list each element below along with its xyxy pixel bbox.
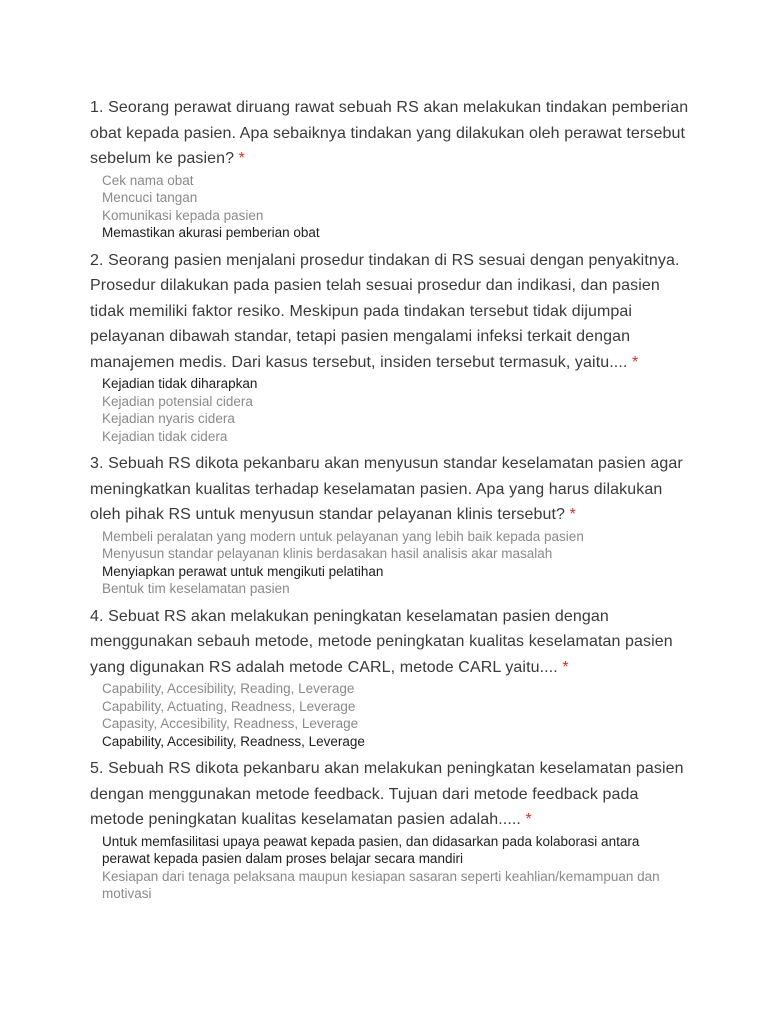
- required-asterisk: *: [238, 150, 245, 167]
- answer-option[interactable]: Mencuci tangan: [102, 190, 198, 205]
- answer-option[interactable]: Bentuk tim keselamatan pasien: [102, 581, 290, 596]
- answer-option[interactable]: Membeli peralatan yang modern untuk pelayanan yang lebih baik kepada pasien: [102, 528, 584, 544]
- answer-option-selected[interactable]: Capability, Accesibility, Readness, Leverage: [102, 733, 365, 749]
- question-1: [90, 95, 690, 242]
- question-text: 1. Seorang perawat diruang rawat sebuah RS akan melakukan tindakan pemberian obat kepada pasien. Apa sebaiknya tindakan yang dilakukan oleh perawat tersebut sebelum ke pasien?: [90, 99, 689, 167]
- required-asterisk: *: [569, 506, 576, 523]
- answer-options: [102, 375, 690, 445]
- question-text: 4. Sebuat RS akan melakukan peningkatan keselamatan pasien dengan menggunakan sebauh metode, metode peningkatan kualitas keselamatan pasien yang digunakan RS adalah metode CARL, metode CARL yaitu....: [90, 607, 673, 676]
- answer-options: [102, 680, 690, 750]
- answer-options: [102, 528, 690, 598]
- required-asterisk: *: [525, 811, 532, 828]
- question-3: [90, 451, 690, 598]
- answer-options: [102, 172, 690, 242]
- answer-options: [102, 833, 690, 903]
- answer-option[interactable]: Kesiapan dari tenaga pelaksana maupun kesiapan sasaran seperti keahlian/kemampuan dan motivasi: [102, 868, 660, 901]
- question-2: [90, 248, 690, 446]
- answer-option[interactable]: Capasity, Accesibility, Readness, Leverage: [102, 716, 359, 731]
- answer-option-selected[interactable]: Menyiapkan perawat untuk mengikuti pelatihan: [102, 563, 384, 579]
- answer-option[interactable]: Kejadian potensial cidera: [102, 393, 253, 409]
- question-text: 5. Sebuah RS dikota pekanbaru akan melakukan peningkatan keselamatan pasien dengan menggunakan metode feedback. Tujuan dari metode feedback pada metode peningkatan kualitas keselamatan pasien adalah.....: [90, 760, 684, 828]
- answer-option[interactable]: Kejadian nyaris cidera: [102, 411, 235, 426]
- answer-option[interactable]: Menyusun standar pelayanan klinis berdasakan hasil analisis akar masalah: [102, 546, 553, 561]
- quiz-document: [90, 95, 690, 909]
- answer-option[interactable]: Kejadian tidak cidera: [102, 428, 228, 444]
- question-5: [90, 756, 690, 903]
- question-text: 2. Seorang pasien menjalani prosedur tindakan di RS sesuai dengan penyakitnya. Prosedur dilakukan pada pasien telah sesuai prosedur dan indikasi, dan pasien tidak memiliki faktor resiko. Meskipun pada tindakan tersebut tidak dijumpai pelayanan dibawah standar, tetapi pasien mengalami infeksi terkait dengan manajemen medis. Dari kasus tersebut, insiden tersebut termasuk, yaitu....: [90, 251, 680, 371]
- answer-option-selected[interactable]: Memastikan akurasi pemberian obat: [102, 225, 320, 240]
- answer-option-selected[interactable]: Untuk memfasilitasi upaya peawat kepada pasien, dan didasarkan pada kolaborasi antara perawat kepada pasien dalam proses belajar secara mandiri: [102, 833, 640, 866]
- answer-option[interactable]: Capability, Actuating, Readness, Leverage: [102, 698, 356, 714]
- answer-option[interactable]: Capability, Accesibility, Reading, Leverage: [102, 681, 355, 696]
- question-text: 3. Sebuah RS dikota pekanbaru akan menyusun standar keselamatan pasien agar meningkatkan kualitas terhadap keselamatan pasien. Apa yang harus dilakukan oleh pihak RS untuk menyusun standar pelayanan klinis tersebut?: [90, 455, 683, 523]
- required-asterisk: *: [562, 658, 569, 676]
- question-4: [90, 604, 690, 751]
- answer-option[interactable]: Cek nama obat: [102, 172, 194, 188]
- required-asterisk: *: [631, 353, 639, 371]
- answer-option[interactable]: Komunikasi kepada pasien: [102, 207, 264, 223]
- answer-option-selected[interactable]: Kejadian tidak diharapkan: [102, 376, 258, 391]
